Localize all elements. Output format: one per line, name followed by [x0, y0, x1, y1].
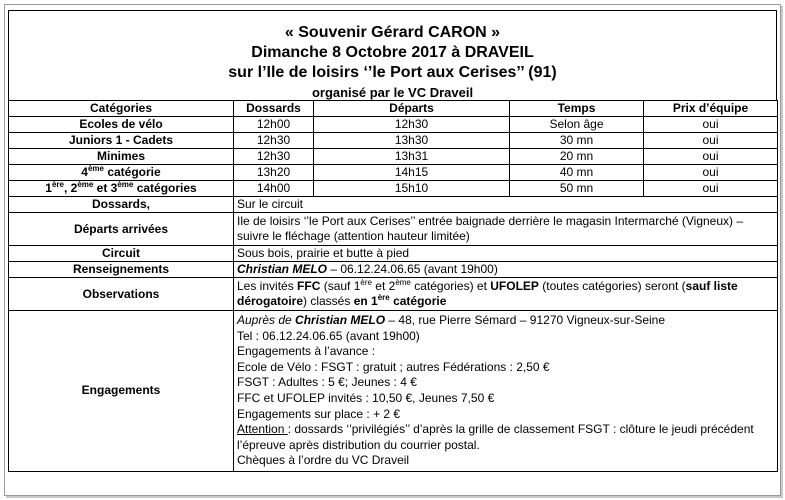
eng-line-attention: [237, 422, 774, 453]
dossards-cell: 13h20: [234, 165, 314, 181]
category-number: 4: [81, 165, 88, 179]
obs-en: en 1: [353, 294, 378, 308]
departs-cell: 12h30: [314, 117, 510, 133]
table-row: [9, 181, 778, 197]
temps-cell: 40 mn: [510, 165, 644, 181]
eng-line-advance: Engagements à l’avance :: [237, 344, 376, 359]
obs-sup: ère: [377, 293, 390, 302]
eng-aupres: Auprès de: [237, 313, 296, 327]
table-header-row: [9, 101, 778, 117]
category-part: catégories: [133, 181, 197, 195]
eng-attention-label: Attention: [237, 422, 288, 437]
col-header-departs: Départs: [314, 101, 510, 117]
category-part: , 2: [63, 181, 78, 195]
event-title: « Souvenir Gérard CARON »: [284, 24, 501, 41]
info-label: Engagements: [9, 311, 234, 472]
temps-cell: Selon âge: [510, 117, 644, 133]
obs-sup: ère: [360, 278, 372, 287]
category-cell: Ecoles de vélo: [9, 117, 234, 133]
table-row: [9, 117, 778, 133]
info-label: Renseignements: [9, 262, 234, 278]
category-cell: [9, 165, 234, 181]
dossards-cell: 14h00: [234, 181, 314, 197]
eng-line-tel: Tel : 06.12.24.06.65 (avant 19h00): [237, 328, 420, 343]
temps-cell: 20 mn: [510, 149, 644, 165]
info-value: Ile de loisirs ‘’le Port aux Cerises’’ entrée baignade derrière le magasin Intermarché (Vigneux) – suivre le fléchage (attention hauteur limitée): [234, 213, 778, 246]
event-place: sur l’Ile de loisirs ‘’le Port aux Cerises’’ (91): [228, 64, 557, 81]
col-header-categories: Catégories: [9, 101, 234, 117]
info-label: Circuit: [9, 246, 234, 262]
obs-sup: ème: [395, 278, 411, 287]
eng-address: – 48, rue Pierre Sémard – 91270 Vigneux-sur-Seine: [385, 313, 666, 327]
temps-cell: 30 mn: [510, 133, 644, 149]
info-row-observations: [9, 278, 778, 311]
temps-cell: 50 mn: [510, 181, 644, 197]
obs-text: ) classés: [303, 294, 354, 308]
obs-text: (toutes catégories) seront (: [538, 279, 686, 293]
prix-cell: oui: [644, 165, 778, 181]
dossards-cell: 12h00: [234, 117, 314, 133]
category-text: catégorie: [104, 165, 161, 179]
eng-line-ecole: Ecole de Vélo : FSGT : gratuit ; autres Fédérations : 2,50 €: [237, 359, 550, 374]
table-row: [9, 165, 778, 181]
eng-line-address: [237, 313, 774, 329]
dossards-cell: 12h30: [234, 149, 314, 165]
obs-text: Les invités: [237, 279, 298, 293]
contact-name: Christian MELO: [237, 262, 328, 276]
info-row-departs: [9, 213, 778, 246]
info-value: Sur le circuit: [234, 197, 778, 213]
info-label: Départs arrivées: [9, 213, 234, 246]
info-value: [234, 311, 778, 472]
eng-line-ffc: FFC et UFOLEP invités : 10,50 €, Jeunes 7,50 €: [237, 390, 495, 405]
obs-text: (sauf 1: [320, 279, 361, 293]
info-row-renseignements: [9, 262, 778, 278]
info-value: [234, 278, 778, 311]
eng-line-surplace: Engagements sur place : + 2 €: [237, 406, 401, 421]
info-value: [234, 262, 778, 278]
prix-cell: oui: [644, 149, 778, 165]
departs-cell: 14h15: [314, 165, 510, 181]
obs-sauf: sauf liste dérogatoire: [237, 279, 738, 308]
category-part: et 3: [93, 181, 118, 195]
departs-cell: 15h10: [314, 181, 510, 197]
col-header-dossards: Dossards: [234, 101, 314, 117]
eng-line-fsgt: FSGT : Adultes : 5 €; Jeunes : 4 €: [237, 375, 417, 390]
obs-ufolep: UFOLEP: [490, 279, 539, 293]
table-row: [9, 133, 778, 149]
prix-cell: oui: [644, 133, 778, 149]
info-row-engagements: [9, 311, 778, 472]
category-cell: [9, 181, 234, 197]
category-cell: Minimes: [9, 149, 234, 165]
event-organizer: organisé par le VC Draveil: [311, 85, 474, 100]
category-sup: ème: [77, 180, 94, 189]
category-sup: ère: [51, 180, 64, 189]
table-row: [9, 149, 778, 165]
obs-text: catégories) et: [410, 279, 491, 293]
race-table: [8, 100, 778, 472]
prix-cell: oui: [644, 181, 778, 197]
col-header-prix: Prix d’équipe: [644, 101, 778, 117]
prix-cell: oui: [644, 117, 778, 133]
eng-name: Christian MELO: [295, 313, 386, 327]
info-row-circuit: [9, 246, 778, 262]
obs-text: et 2: [371, 279, 396, 293]
departs-cell: 13h31: [314, 149, 510, 165]
eng-attention-text: : dossards ‘’privilégiés’’ d’après la grille de classement FSGT : clôture le jeudi précédent l’épreuve après distribution du courrier postal.: [237, 422, 754, 452]
info-value: Sous bois, prairie et butte à pied: [234, 246, 778, 262]
category-cell: Juniors 1 - Cadets: [9, 133, 234, 149]
category-sup: ème: [87, 164, 104, 173]
eng-line-cheques: Chèques à l’ordre du VC Draveil: [237, 453, 410, 468]
info-label: Observations: [9, 278, 234, 311]
obs-cat: catégorie: [389, 294, 447, 308]
category-part: 1: [45, 181, 52, 195]
contact-phone: – 06.12.24.06.65 (avant 19h00): [327, 262, 498, 276]
event-date: Dimanche 8 Octobre 2017 à DRAVEIL: [251, 44, 534, 61]
departs-cell: 13h30: [314, 133, 510, 149]
dossards-cell: 12h30: [234, 133, 314, 149]
info-label: Dossards,: [9, 197, 234, 213]
obs-ffc: FFC: [297, 279, 321, 293]
category-sup: ème: [117, 180, 134, 189]
event-header: [8, 10, 777, 101]
info-row-dossards: [9, 197, 778, 213]
col-header-temps: Temps: [510, 101, 644, 117]
